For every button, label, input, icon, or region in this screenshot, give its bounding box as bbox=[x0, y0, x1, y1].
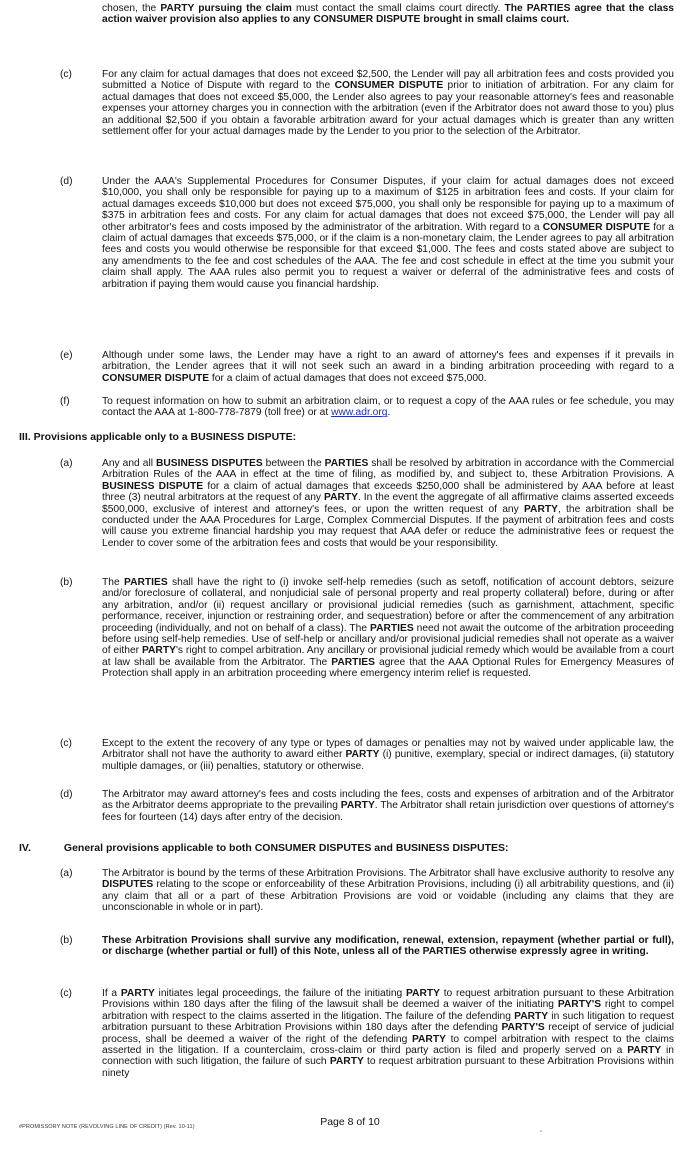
paragraph-label: (e) bbox=[60, 350, 73, 361]
page-number: Page 8 of 10 bbox=[320, 1116, 380, 1128]
paragraph-label: (c) bbox=[60, 69, 72, 80]
paragraph-text: If a PARTY initiates legal proceedings, the failure of the initiating PARTY to request arbitration pursuant to these Arbitration Provisions within 180 days after the filing of the lawsuit shall be deemed a waiver of the initiating PARTY'S right to compel arbitration with respect to the claims asserted in the litigation. The failure of the defending PARTY in such litigation to request arbitration pursuant to these Arbitration Provisions within 180 days after the defending PARTY'S receipt of service of judicial process, shall be deemed a waiver of the right of the defending PARTY to compel arbitration with respect to the claims asserted in the litigation. If a counterclaim, cross-claim or third party action is filed and properly served on a PARTY in connection with such litigation, the failure of such PARTY to request arbitration pursuant to these Arbitration Provisions within ninety bbox=[102, 988, 675, 1079]
paragraph-text: To request information on how to submit an arbitration claim, or to request a copy of the AAA rules or fee schedule, you may contact the AAA at 1-800-778-7879 (toll free) or at www.adr.org. bbox=[102, 396, 674, 419]
scan-speck bbox=[540, 1130, 542, 1132]
section-number: III. bbox=[19, 431, 31, 443]
paragraph-text: Under the AAA's Supplemental Procedures for Consumer Disputes, if your claim for actual damages does not exceed $10,000, you shall only be responsible for paying up to a maximum of $125 in arbitration fees and costs. If your claim for actual damages exceeds $10,000 but does not exceed $75,000, you shall only be responsible for paying up to a maximum of $375 in arbitration fees and costs. For any claim for actual damages that does not exceed $75,000, the Lender will pay all other arbitrator's fees and costs imposed by the administrator of the arbitration. With regard to a CONSUMER DISPUTE for a claim of actual damages that exceeds $75,000, or if the claim is a non-monetary claim, the Lender agrees to pay all arbitration fees and costs you would otherwise be responsible for that exceed $1,000. The fees and costs stated above are subject to any amendments to the fee and cost schedules of the AAA. The fee and cost schedule in effect at the time you submit your claim shall apply. The AAA rules also permit you to request a waiver or deferral of the administrative fees and costs of arbitration if paying them would cause you financial hardship. bbox=[102, 176, 674, 290]
section-heading-iii bbox=[19, 431, 296, 443]
paragraph-label: (d) bbox=[60, 789, 73, 800]
paragraph-label: (c) bbox=[60, 738, 72, 749]
paragraph-text: Any and all BUSINESS DISPUTES between the PARTIES shall be resolved by arbitration in accordance with the Commercial Arbitration Rules of the AAA in effect at the time of filing, as modified by, and subject to, these Arbitration Provisions. A BUSINESS DISPUTE for a claim of actual damages that exceeds $250,000 shall be administered by AAA before at least three (3) neutral arbitrators at the request of any PARTY. In the event the aggregate of all affirmative claims asserted exceeds $500,000, exclusive of interest and attorney's fees, or upon the written request of any PARTY, the arbitration shall be conducted under the AAA Procedures for Large, Complex Commercial Disputes. If the payment of arbitration fees and costs will cause you extreme financial hardship you may request that AAA defer or reduce the administrative fees or request the Lender to cover some of the arbitration fees and costs that would be your responsibility. bbox=[102, 458, 675, 549]
paragraph-text: Although under some laws, the Lender may have a right to an award of attorney's fees and expenses if it prevails in arbitration, the Lender agrees that it will not seek such an award in a binding arbitration proceeding with regard to a CONSUMER DISPUTE for a claim of actual damages that does not exceed $75,000. bbox=[102, 350, 674, 384]
paragraph-text: The Arbitrator may award attorney's fees and costs including the fees, costs and expenses of arbitration and of the Arbitrator as the Arbitrator deems appropriate to the prevailing PARTY. The Arbitrator shall retain jurisdiction over questions of attorney's fees for fourteen (14) days after entry of the decision. bbox=[102, 789, 675, 823]
paragraph-label: (f) bbox=[60, 396, 70, 407]
paragraph-text: These Arbitration Provisions shall survive any modification, renewal, extension, repayment (whether partial or full), or discharge (whether partial or full) of this Note, unless all of the PARTIES otherwise expressly agree in writing. bbox=[102, 935, 674, 958]
section-heading-iv bbox=[19, 842, 509, 854]
paragraph-text: For any claim for actual damages that does not exceed $2,500, the Lender will pay all arbitration fees and costs provided you submitted a Notice of Dispute with regard to the CONSUMER DISPUTE prior to initiation of arbitration. For any claim for actual damages that does not exceed $5,000, the Lender also agrees to pay your reasonable attorney's fees and reasonable expenses your attorney charges you in connection with the arbitration (even if the Arbitrator does not award those to you) plus an additional $2,500 if you obtain a favorable arbitration award for your actual damages which is greater than any written settlement offer for your actual damages made by the Lender to you prior to the selection of the Arbitrator. bbox=[102, 69, 674, 138]
paragraph-label: (b) bbox=[60, 935, 73, 946]
paragraph-label: (a) bbox=[60, 458, 73, 469]
paragraph-text: The Arbitrator is bound by the terms of these Arbitration Provisions. The Arbitrator shall have exclusive authority to resolve any DISPUTES relating to the scope or enforceability of these Arbitration Provisions, including (i) all arbitrability questions, and (ii) any claim that all or a part of these Arbitration Provisions are void or voidable (including any claims that they are unconscionable in whole or in part). bbox=[102, 868, 674, 914]
paragraph-label: (c) bbox=[60, 988, 72, 999]
form-identifier: #PROMISSORY NOTE (REVOLVING LINE OF CREDIT) (Rev. 10-11) bbox=[19, 1124, 195, 1130]
section-title: Provisions applicable only to a BUSINESS DISPUTE: bbox=[33, 431, 297, 443]
paragraph-text: Except to the extent the recovery of any type or types of damages or penalties may not by waived under applicable law, the Arbitrator shall not have the authority to award either PARTY (i) punitive, exemplary, special or indirect damages, (ii) statutory multiple damages, or (iii) penalties, statutory or otherwise. bbox=[102, 738, 674, 772]
paragraph-label: (d) bbox=[60, 176, 73, 187]
paragraph-label: (b) bbox=[60, 577, 73, 588]
section-number: IV. bbox=[19, 842, 31, 854]
continuation-text: chosen, the PARTY pursuing the claim must contact the small claims court directly. The PARTIES agree that the class action waiver provision also applies to any CONSUMER DISPUTE brought in small claims court. bbox=[102, 3, 674, 26]
section-title: General provisions applicable to both CONSUMER DISPUTES and BUSINESS DISPUTES: bbox=[63, 842, 509, 854]
paragraph-label: (a) bbox=[60, 868, 73, 879]
paragraph-text: The PARTIES shall have the right to (i) invoke self-help remedies (such as setoff, notification of account debtors, seizure and/or foreclosure of collateral, and nonjudicial sale of personal property and real property collateral) before, during or after any arbitration, and/or (ii) request ancillary or provisional judicial remedies (such as garnishment, attachment, specific performance, receiver, injunction or restraining order, and sequestration) before or after the commencement of any arbitration proceeding (individually, and not on behalf of a class). The PARTIES need not await the outcome of the arbitration proceeding before using self-help remedies. Use of self-help or ancillary and/or provisional judicial remedies shall not operate as a waiver of either PARTY's right to compel arbitration. Any ancillary or provisional judicial remedy which would be available from a court at law shall be available from the Arbitrator. The PARTIES agree that the AAA Optional Rules for Emergency Measures of Protection shall apply in an arbitration proceeding where emergency interim relief is requested. bbox=[102, 577, 675, 680]
